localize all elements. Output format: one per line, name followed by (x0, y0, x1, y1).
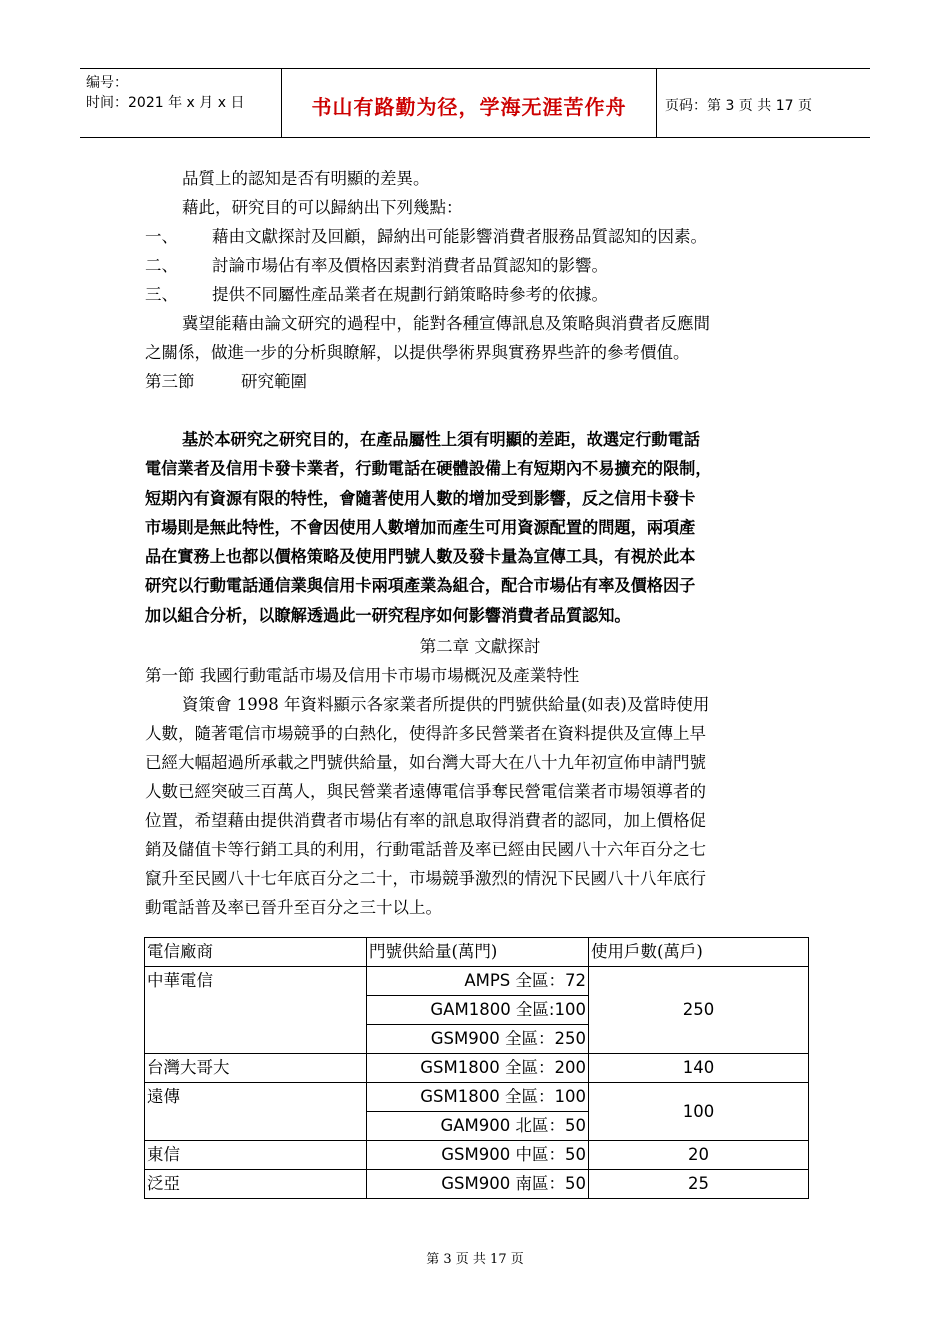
supply-cell: GSM1800 全區：100 (367, 1083, 589, 1112)
body-line: 人數，隨著電信市場競爭的白熱化，使得許多民營業者在資料提供及宣傳上早 (145, 724, 706, 744)
body-line: 人數已經突破三百萬人，與民營業者遠傳電信爭奪民營電信業者市場領導者的 (145, 782, 706, 802)
page-footer: 第 3 页 共 17 页 (426, 1252, 524, 1267)
bold-line: 加以組合分析，以瞭解透過此一研究程序如何影響消費者品質認知。 (145, 605, 631, 625)
body-line: 冀望能藉由論文研究的過程中，能對各種宣傳訊息及策略與消費者反應間 (182, 314, 710, 333)
header-meta (80, 69, 281, 137)
carrier-name: 遠傳 (145, 1083, 367, 1141)
list-number: 一、 (145, 227, 178, 246)
telecom-supply-table (144, 937, 809, 1199)
users-cell: 25 (589, 1170, 809, 1199)
users-cell: 250 (589, 967, 809, 1054)
date-label: 时间：2021 年 x 月 x 日 (86, 95, 245, 111)
section-number: 第三節 (145, 372, 195, 391)
body-line: 資策會 1998 年資料顯示各家業者所提供的門號供給量(如表)及當時使用 (182, 695, 710, 715)
supply-cell: GSM900 南區：50 (367, 1170, 589, 1199)
bold-line: 電信業者及信用卡發卡業者，行動電話在硬體設備上有短期內不易擴充的限制， (145, 459, 712, 479)
body-line: 之關係，做進一步的分析與瞭解，以提供學術界與實務界些許的參考價值。 (145, 343, 690, 362)
table-row (145, 1054, 809, 1083)
document-body (145, 164, 815, 922)
table-row (145, 1083, 809, 1112)
carrier-name: 中華電信 (145, 967, 367, 1054)
bold-line: 市場則是無此特性，不會因使用人數增加而產生可用資源配置的問題，兩項產 (145, 517, 696, 537)
list-text: 討論市場佔有率及價格因素對消費者品質認知的影響。 (212, 256, 608, 275)
users-cell: 140 (589, 1054, 809, 1083)
header-page-number: 页码：第 3 页 共 17 页 (665, 98, 812, 114)
users-cell: 100 (589, 1083, 809, 1141)
list-text: 提供不同屬性產品業者在規劃行銷策略時參考的依據。 (212, 285, 608, 304)
body-line: 動電話普及率已晉升至百分之三十以上。 (145, 898, 442, 918)
table-header-cell: 門號供給量(萬門) (367, 938, 589, 967)
objective-item-1 (145, 222, 815, 251)
section-heading (145, 367, 815, 396)
supply-cell: GSM1800 全區：200 (367, 1054, 589, 1083)
list-number: 三、 (145, 285, 178, 304)
supply-cell: GAM900 北區：50 (367, 1112, 589, 1141)
supply-cell: GSM900 中區：50 (367, 1141, 589, 1170)
body-line: 已經大幅超過所承載之門號供給量，如台灣大哥大在八十九年初宣佈申請門號 (145, 753, 706, 773)
page-header (80, 68, 870, 138)
supply-cell: GAM1800 全區:100 (367, 996, 589, 1025)
bold-line: 研究以行動電話通信業與信用卡兩項產業為組合，配合市場佔有率及價格因子 (145, 576, 696, 596)
carrier-name: 泛亞 (145, 1170, 367, 1199)
body-line: 位置，希望藉由提供消費者市場佔有率的訊息取得消費者的認同，加上價格促 (145, 811, 706, 831)
bold-line: 品在實務上也都以價格策略及使用門號人數及發卡量為宣傳工具，有視於此本 (145, 547, 696, 567)
header-motto-cell (281, 69, 657, 137)
body-line: 品質上的認知是否有明顯的差異。 (182, 169, 430, 188)
carrier-name: 台灣大哥大 (145, 1054, 367, 1083)
objective-item-3 (145, 280, 815, 309)
market-paragraph (145, 690, 815, 922)
section-heading: 第一節 我國行動電話市場及信用卡市場市場概況及產業特性 (145, 666, 580, 686)
serial-number-label: 编号： (86, 75, 128, 91)
table-row (145, 967, 809, 996)
table-header-cell: 使用戶數(萬戶) (589, 938, 809, 967)
table-row (145, 1141, 809, 1170)
body-line: 竄升至民國八十七年底百分之二十，市場競爭激烈的情況下民國八十八年底行 (145, 869, 706, 889)
chapter-heading: 第二章 文獻探討 (419, 637, 541, 657)
list-number: 二、 (145, 256, 178, 275)
table-row (145, 1170, 809, 1199)
bold-line: 短期內有資源有限的特性，會隨著使用人數的增加受到影響，反之信用卡發卡 (145, 488, 696, 508)
body-line: 藉此，研究目的可以歸納出下列幾點： (182, 198, 463, 217)
users-cell: 20 (589, 1141, 809, 1170)
supply-cell: AMPS 全區：72 (367, 967, 589, 996)
list-text: 藉由文獻探討及回顧，歸納出可能影響消費者服務品質認知的因素。 (212, 227, 707, 246)
supply-cell: GSM900 全區：250 (367, 1025, 589, 1054)
table-header-cell: 電信廠商 (145, 938, 367, 967)
carrier-name: 東信 (145, 1141, 367, 1170)
body-line: 銷及儲值卡等行銷工具的利用，行動電話普及率已經由民國八十六年百分之七 (145, 840, 706, 860)
bold-line: 基於本研究之研究目的，在產品屬性上須有明顯的差距，故選定行動電話 (182, 430, 700, 449)
header-motto: 书山有路勤为径，学海无涯苦作舟 (311, 94, 627, 119)
scope-paragraph (145, 425, 815, 630)
objective-item-2 (145, 251, 815, 280)
section-title: 研究範圍 (241, 372, 307, 391)
table-header-row (145, 938, 809, 967)
